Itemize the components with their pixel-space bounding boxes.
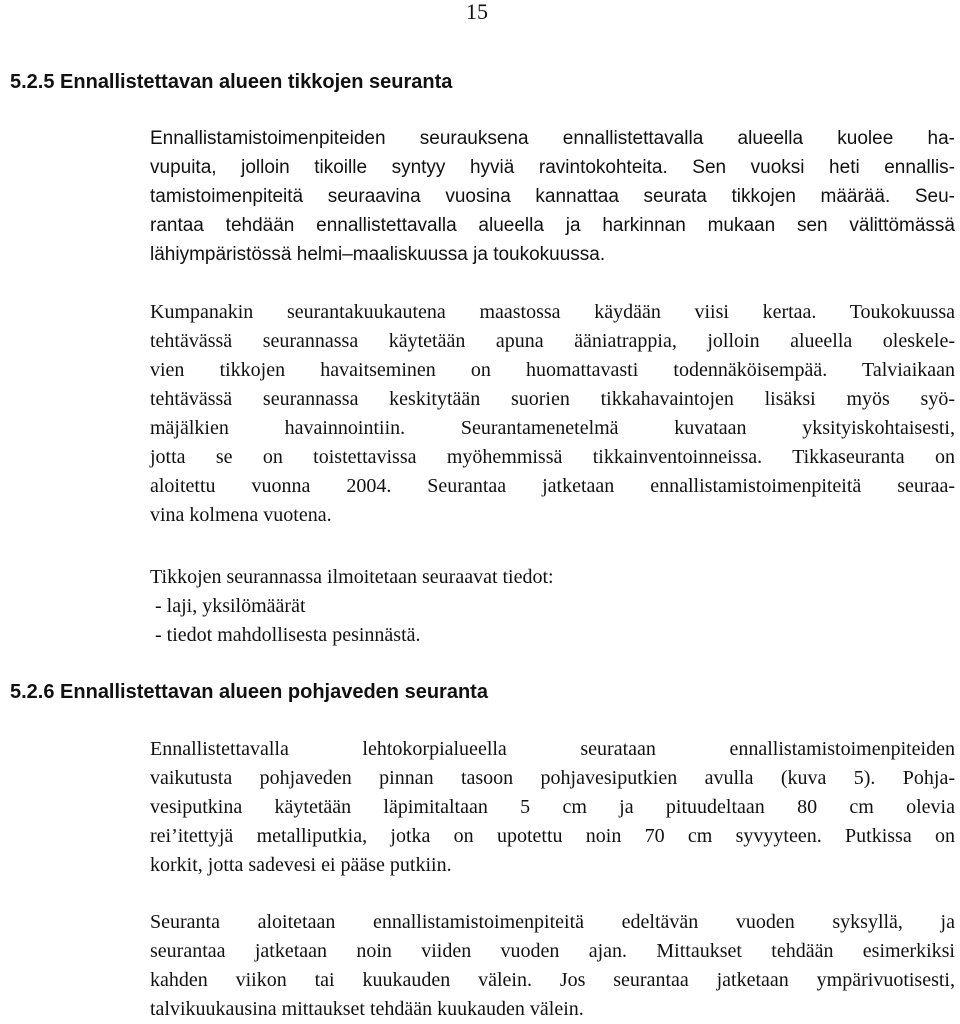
section-heading-tikkojen-seuranta: 5.2.5 Ennallistettavan alueen tikkojen seuranta bbox=[10, 71, 453, 93]
text-line: vina kolmena vuotena. bbox=[150, 504, 332, 526]
text-line: Ennallistettavalla lehtokorpialueella seurataan ennallistamistoimenpiteiden bbox=[150, 738, 955, 760]
text-line: Ennallistamistoimenpiteiden seurauksena ennallistettavalla alueella kuolee ha- bbox=[150, 128, 955, 149]
text-line: seurantaa jatketaan noin viiden vuoden ajan. Mittaukset tehdään esimerkiksi bbox=[150, 940, 955, 962]
text-line: korkit, jotta sadevesi ei pääse putkiin. bbox=[150, 854, 452, 876]
text-line: talvikuukausina mittaukset tehdään kuukauden välein. bbox=[150, 998, 584, 1020]
text-line: vupuita, jolloin tikoille syntyy hyviä ravintokohteita. Sen vuoksi heti ennallis- bbox=[150, 157, 955, 178]
text-line: tehtävässä seurannassa keskitytään suorien tikkahavaintojen lisäksi myös syö- bbox=[150, 388, 955, 410]
text-line: kahden viikon tai kuukauden välein. Jos seurantaa jatketaan ympärivuotisesti, bbox=[150, 969, 955, 991]
text-line: tehtävässä seurannassa käytetään apuna ääniatrappia, jolloin alueella oleskele- bbox=[150, 330, 955, 352]
text-line: rei’itettyjä metalliputkia, jotka on upotettu noin 70 cm syvyyteen. Putkissa on bbox=[150, 825, 955, 847]
text-line: vaikutusta pohjaveden pinnan tasoon pohjavesiputkien avulla (kuva 5). Pohja- bbox=[150, 767, 955, 789]
text-line: Kumpanakin seurantakuukautena maastossa käydään viisi kertaa. Toukokuussa bbox=[150, 301, 955, 323]
paragraph-tikat-intro bbox=[150, 124, 955, 269]
text-line: Tikkojen seurannassa ilmoitetaan seuraavat tiedot: bbox=[150, 566, 554, 588]
list-item: - tiedot mahdollisesta pesinnästä. bbox=[150, 624, 421, 646]
text-line: tamistoimenpiteitä seuraavina vuosina kannattaa seurata tikkojen määrää. Seu- bbox=[150, 186, 955, 207]
text-line: mäjälkien havainnointiin. Seurantamenetelmä kuvataan yksityiskohtaisesti, bbox=[150, 417, 955, 439]
text-line: jotta se on toistettavissa myöhemmissä tikkainventoinneissa. Tikkaseuranta on bbox=[150, 446, 955, 468]
paragraph-pohjavesi-method bbox=[150, 735, 955, 880]
text-line: aloitettu vuonna 2004. Seurantaa jatketaan ennallistamistoimenpiteitä seuraa- bbox=[150, 475, 955, 497]
text-line: vesiputkina käytetään läpimitaltaan 5 cm ja pituudeltaan 80 cm olevia bbox=[150, 796, 955, 818]
section-heading-pohjaveden-seuranta: 5.2.6 Ennallistettavan alueen pohjaveden seuranta bbox=[10, 681, 488, 703]
paragraph-tikat-method bbox=[150, 298, 955, 530]
paragraph-tikat-data-list bbox=[150, 563, 955, 650]
paragraph-pohjavesi-schedule bbox=[150, 908, 955, 1024]
text-line: lähiympäristössä helmi–maaliskuussa ja toukokuussa. bbox=[150, 244, 606, 265]
text-line: vien tikkojen havaitseminen on huomattavasti todennäköisempää. Talviaikaan bbox=[150, 359, 955, 381]
text-line: rantaa tehdään ennallistettavalla alueella ja harkinnan mukaan sen välittömässä bbox=[150, 215, 955, 236]
page-number: 15 bbox=[466, 0, 488, 24]
text-line: Seuranta aloitetaan ennallistamistoimenpiteitä edeltävän vuoden syksyllä, ja bbox=[150, 911, 955, 933]
list-item: - laji, yksilömäärät bbox=[150, 595, 306, 617]
